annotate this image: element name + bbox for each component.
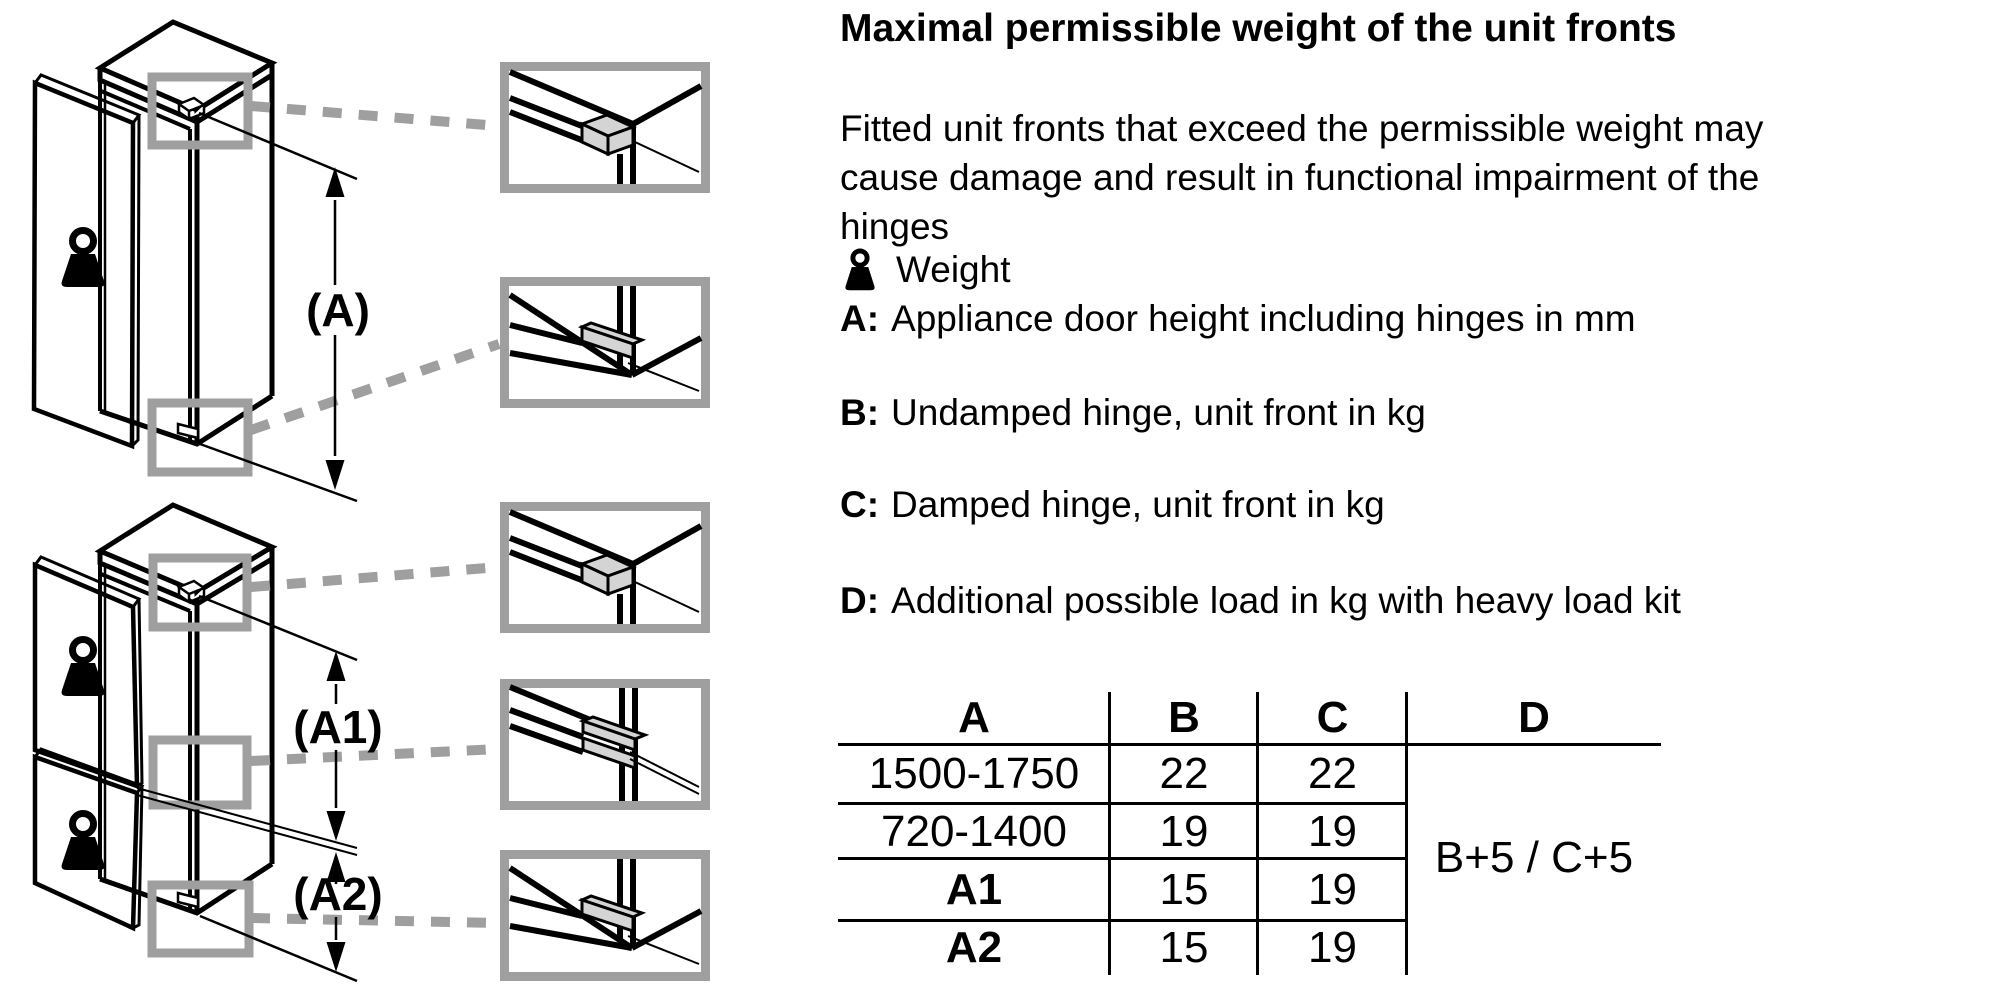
dimension-a1 [137,596,383,855]
definition-b [840,393,1426,433]
detail-inset-bottom-hinge-1 [505,282,706,404]
definition-key: D: [840,580,880,621]
table-cell: A2 [945,923,1003,972]
detail-inset-top-hinge-2 [505,507,706,629]
table-cell: 22 [1308,749,1357,798]
fridge-two-doors [35,505,499,981]
table-line [838,857,1407,860]
detail-inset-bottom-hinge-2 [505,855,706,977]
definition-text: Undamped hinge, unit front in kg [891,392,1426,433]
intro-line: cause damage and result in functional impairment of the [840,157,1760,198]
definition-key: C: [840,484,880,525]
dimension-a [199,113,370,501]
table-line [838,743,1661,746]
table-cell: 19 [1308,865,1357,914]
table-line [838,919,1407,922]
table-cell: 1500-1750 [868,749,1080,798]
table-line [1256,692,1259,975]
weight-icon [840,246,880,294]
table-header-d: D [1518,693,1550,742]
table-line [838,802,1407,805]
definition-key: A: [840,298,880,339]
unit-front-door [34,75,139,446]
definition-key: B: [840,392,880,433]
definition-d [840,581,1681,621]
table-cell: 720-1400 [881,807,1067,856]
page-title: Maximal permissible weight of the unit fronts [840,7,1677,50]
table-cell: 19 [1308,807,1357,856]
weight-label: Weight [896,249,1011,290]
bottom-hinge-highlight [152,403,248,472]
table-cell-d-merged: B+5 / C+5 [1434,833,1634,882]
table-header-c: C [1316,693,1349,742]
intro-paragraph [840,104,1763,251]
hinge-diagram [0,0,840,1000]
table-header-b: B [1168,693,1200,742]
fridge-single-door [34,22,499,501]
definition-text: Damped hinge, unit front in kg [891,484,1385,525]
table-cell: A1 [945,865,1003,914]
dim-a-label: (A) [306,284,370,336]
detail-inset-middle-hinge [505,684,706,806]
dashed-connector [251,106,499,126]
definition-text: Additional possible load in kg with heavy load kit [891,580,1681,621]
table-header-a: A [958,693,990,742]
dashed-connector [251,567,499,587]
intro-line: hinges [840,206,950,247]
definition-a [840,299,1636,339]
definition-c [840,485,1385,525]
intro-line: Fitted unit fronts that exceed the permissible weight may [840,108,1764,149]
dim-a1-label: (A1) [293,701,383,753]
table-cell: 15 [1159,865,1209,914]
weight-legend [840,247,1011,293]
table-cell: 15 [1159,923,1209,972]
table-cell: 22 [1159,749,1209,798]
bottom-hinge-highlight-2 [152,885,249,953]
table-cell: 19 [1308,923,1357,972]
detail-inset-top-hinge-1 [505,67,706,189]
table-line [1405,692,1408,975]
dashed-connector [251,344,499,430]
dim-a2-label: (A2) [293,868,383,920]
table-line [1108,692,1111,975]
definition-text: Appliance door height including hinges in mm [891,298,1636,339]
table-cell: 19 [1159,807,1209,856]
